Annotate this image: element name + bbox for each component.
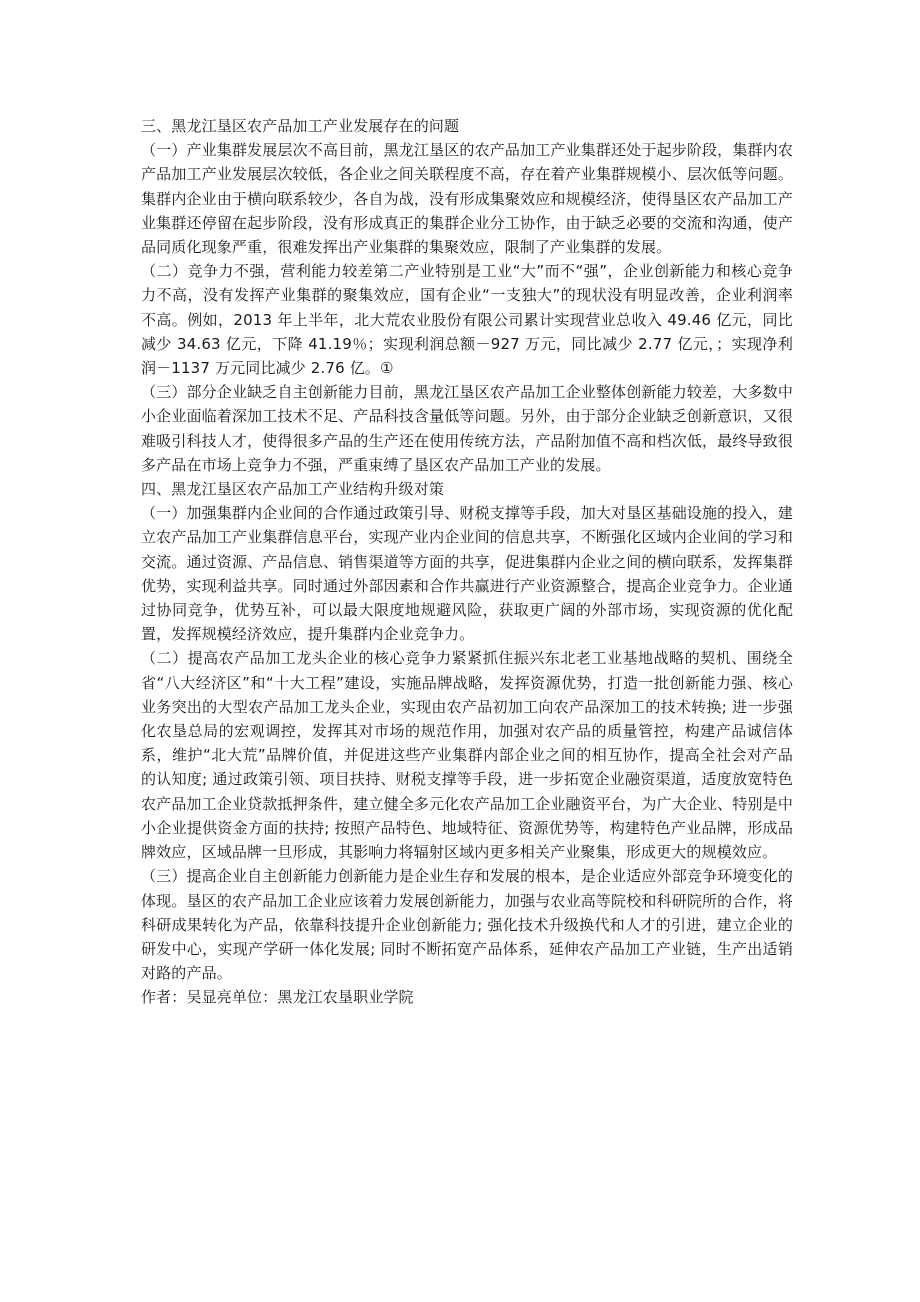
section-3-paragraph-3: （三）部分企业缺乏自主创新能力目前，黑龙江垦区农产品加工企业整体创新能力较差，大多数中小企业面临着深加工技术不足、产品科技含量低等问题。另外，由于部分企业缺乏创新意识，又很难吸引科技人才，使得很多产品的生产还在使用传统方法，产品附加值不高和档次低，最终导致很多产品在市场上竞争力不强，严重束缚了垦区农产品加工产业的发展。 bbox=[141, 383, 793, 474]
section-4-paragraph-3: （三）提高企业自主创新能力创新能力是企业生存和发展的根本，是企业适应外部竞争环境变化的体现。垦区的农产品加工企业应该着力发展创新能力，加强与农业高等院校和科研院所的合作，将科研成果转化为产品，依靠科技提升企业创新能力; 强化技术升级换代和人才的引进，建立企业的研发中心，实现产学研一体化发展; 同时不断拓宽产品体系，延伸农产品加工产业链，生产出适销对路的产品。 bbox=[141, 867, 793, 983]
section-3-paragraph-1: （一）产业集群发展层次不高目前，黑龙江垦区的农产品加工产业集群还处于起步阶段，集群内农产品加工产业发展层次较低，各企业之间关联程度不高，存在着产业集群规模小、层次低等问题。集群内企业由于横向联系较少，各自为战，没有形成集聚效应和规模经济，使得垦区农产品加工产业集群还停留在起步阶段，没有形成真正的集群企业分工协作，由于缺乏必要的交流和沟通，使产品同质化现象严重，很难发挥出产业集群的集聚效应，限制了产业集群的发展。 bbox=[141, 141, 793, 257]
section-3-heading: 三、黑龙江垦区农产品加工产业发展存在的问题 bbox=[141, 117, 460, 135]
section-4-paragraph-1: （一）加强集群内企业间的合作通过政策引导、财税支撑等手段，加大对垦区基础设施的投入，建立农产品加工产业集群信息平台，实现产业内企业间的信息共享，不断强化区域内企业间的学习和交流。通过资源、产品信息、销售渠道等方面的共享，促进集群内企业之间的横向联系，发挥集群优势，实现利益共享。同时通过外部因素和合作共赢进行产业资源整合，提高企业竞争力。企业通过协同竞争，优势互补，可以最大限度地规避风险，获取更广阔的外部市场，实现资源的优化配置，发挥规模经济效应，提升集群内企业竞争力。 bbox=[141, 504, 793, 644]
section-4-heading: 四、黑龙江垦区农产品加工产业结构升级对策 bbox=[141, 480, 445, 499]
document-body bbox=[141, 114, 793, 1010]
section-4-paragraph-2: （二）提高农产品加工龙头企业的核心竞争力紧紧抓住振兴东北老工业基地战略的契机、围绕全省“八大经济区”和“十大工程”建设，实施品牌战略，发挥资源优势，打造一批创新能力强、核心业务突出的大型农产品加工龙头企业，实现由农产品初加工向农产品深加工的技术转换; 进一步强化农垦总局的宏观调控，发挥其对市场的规范作用，加强对农产品的质量管控，构建产品诚信体系，维护“北大荒”品牌价值，并促进这些产业集群内部企业之间的相互协作，提高全社会对产品的认知度; 通过政策引领、项目扶持、财税支撑等手段，进一步拓宽企业融资渠道，适度放宽特色农产品加工企业贷款抵押条件，建立健全多元化农产品加工企业融资平台，为广大企业、特别是中小企业提供资金方面的扶持; 按照产品特色、地域特征、资源优势等，构建特色产业品牌，形成品牌效应，区域品牌一旦形成，其影响力将辐射区域内更多相关产业聚集，形成更大的规模效应。 bbox=[141, 649, 793, 862]
author-line: 作者：吴显亮单位：黑龙江农垦职业学院 bbox=[141, 988, 414, 1007]
section-3-paragraph-2: （二）竞争力不强，营利能力较差第二产业特别是工业“大”而不“强”，企业创新能力和核心竞争力不高，没有发挥产业集群的聚集效应，国有企业“一支独大”的现状没有明显改善，企业利润率不高。例如，2013 年上半年，北大荒农业股份有限公司累计实现营业总收入 49.46 亿元，同比减少 34.63 亿元，下降 41.19％；实现利润总额－927 万元，同比减少 2.77 亿元，；实现净利润－1137 万元同比减少 2.76 亿。① bbox=[141, 262, 793, 378]
